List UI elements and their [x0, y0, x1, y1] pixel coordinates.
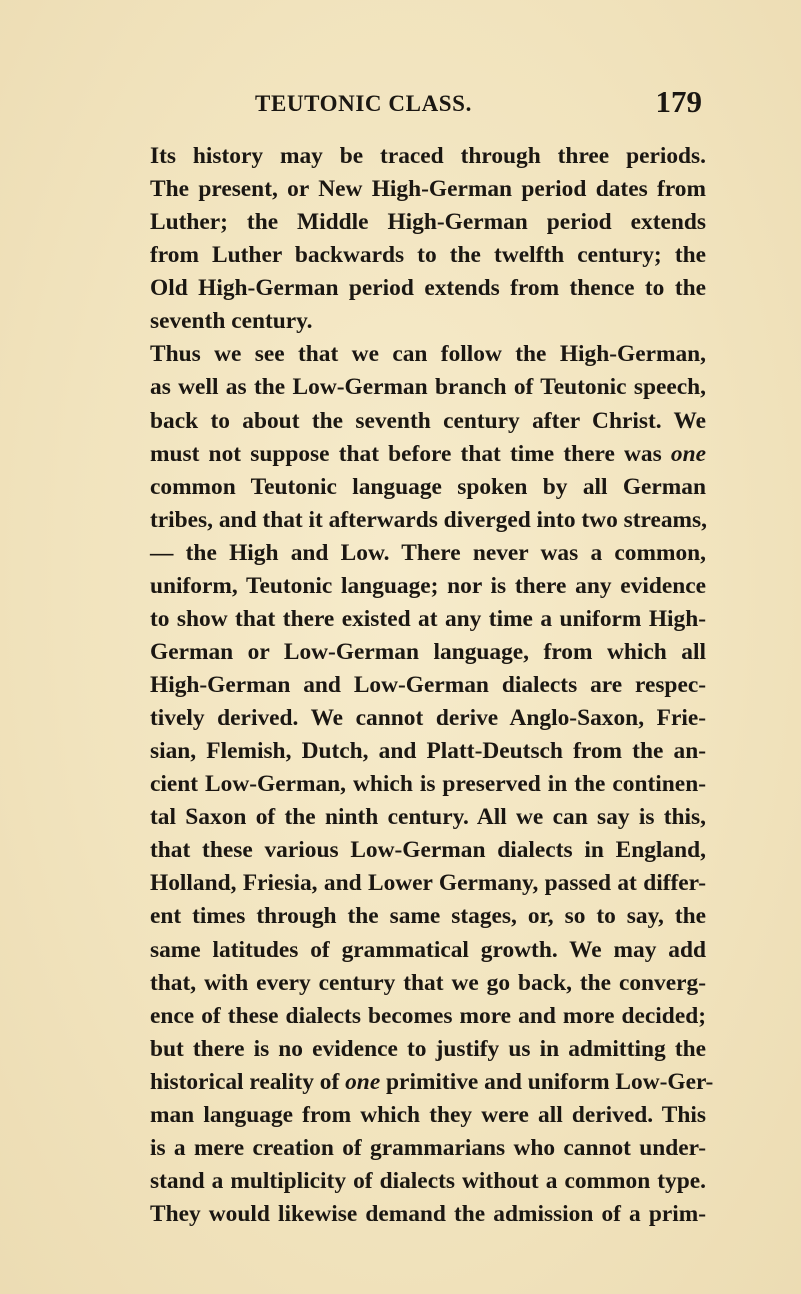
text-line: Luther; the Middle High-German period extends: [150, 209, 706, 236]
body-text: [150, 140, 714, 1231]
text-line: tively derived. We cannot derive Anglo-Saxon, Frie-: [150, 705, 706, 732]
text-line: common Teutonic language spoken by all German: [150, 473, 706, 500]
text-line: Its history may be traced through three periods.: [150, 143, 706, 169]
text-line: The present, or New High-German period dates from: [150, 176, 706, 203]
text-line: ent times through the same stages, or, so to say, the: [150, 903, 706, 930]
text-line: [150, 1066, 714, 1099]
text-line: tal Saxon of the ninth century. All we can say is this,: [150, 804, 706, 831]
text-line: but there is no evidence to justify us in admitting the: [150, 1035, 706, 1062]
text-line: is a mere creation of grammarians who cannot under-: [150, 1134, 706, 1161]
text-line: from Luther backwards to the twelfth century; the: [150, 242, 706, 269]
text-line: German or Low-German language, from which all: [150, 638, 706, 665]
text-line: same latitudes of grammatical growth. We may add: [150, 936, 706, 963]
page-number: 179: [655, 84, 702, 119]
text-line: Thus we see that we can follow the High-German,: [150, 341, 706, 368]
emphasis-word: one: [670, 440, 706, 467]
text-line: sian, Flemish, Dutch, and Platt-Deutsch from the an-: [150, 738, 706, 765]
text-line: to show that there existed at any time a uniform High-: [150, 605, 706, 632]
text-line: Holland, Friesia, and Lower Germany, passed at differ-: [150, 870, 706, 897]
text-line: that these various Low-German dialects in England,: [150, 837, 706, 864]
line-segment: historical reality of: [150, 1068, 346, 1095]
text-line: High-German and Low-German dialects are respec-: [150, 672, 706, 698]
text-line: seventh century.: [150, 308, 313, 335]
text-line: — the High and Low. There never was a common,: [150, 539, 706, 566]
text-line: [150, 438, 706, 471]
text-line: stand a multiplicity of dialects without a common type.: [150, 1167, 706, 1194]
text-line: cient Low-German, which is preserved in the continen-: [150, 771, 706, 798]
running-head: [150, 86, 702, 122]
line-segment: primitive and uniform Low-Ger-: [380, 1068, 714, 1095]
text-line: that, with every century that we go back, the converg-: [150, 969, 706, 996]
text-line: ence of these dialects becomes more and more decided;: [150, 1002, 706, 1029]
text-line: uniform, Teutonic language; nor is there any evidence: [150, 572, 706, 599]
text-line: man language from which they were all derived. This: [150, 1101, 706, 1128]
text-line: as well as the Low-German branch of Teutonic speech,: [150, 374, 706, 401]
running-title: TEUTONIC CLASS.: [255, 91, 472, 116]
line-segment: must not suppose that before that time there was: [150, 440, 671, 467]
text-line: Old High-German period extends from thence to the: [150, 275, 706, 302]
emphasis-word: one: [345, 1068, 381, 1095]
text-line: tribes, and that it afterwards diverged into two streams,: [150, 506, 707, 533]
text-line: back to about the seventh century after Christ. We: [150, 407, 706, 434]
text-line: They would likewise demand the admission of a prim-: [150, 1201, 706, 1227]
